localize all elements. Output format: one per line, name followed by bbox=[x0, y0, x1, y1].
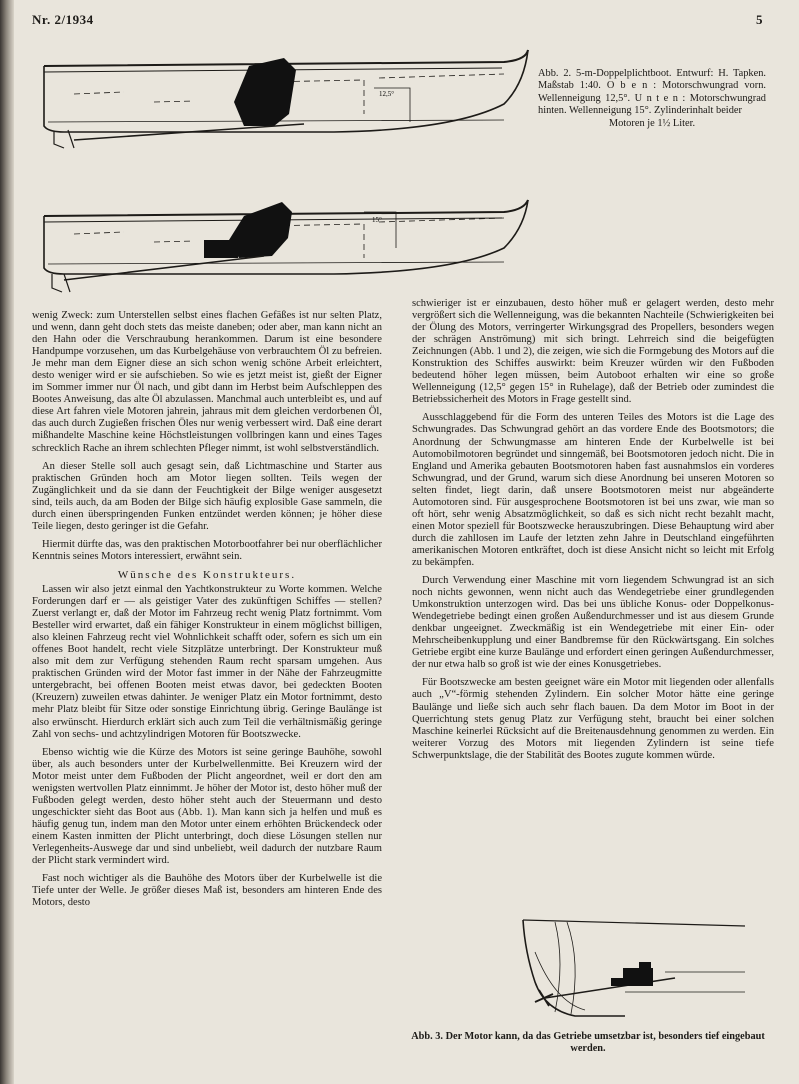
issue-number: Nr. 2/1934 bbox=[32, 12, 94, 27]
paragraph: Für Bootszwecke am besten geeignet wäre ein Motor mit liegenden oder allenfalls auch „V“-förmig stehenden Zylindern. Ein solcher Motor hätte eine geringe Baulänge und ließe sich auch sehr flach bauen. Da dem Motor im Boot in der Querrichtung stets genug Platz zur Verfügung steht, braucht bei einer solchen Maschine keinerlei Rücksicht auf die Breitenausdehnung genommen zu werden. Ein weiterer Vorzug des Motors mit liegenden Zylindern ist seine tiefe Schwerpunktslage, die der Stabilität des Bootes zugute kommen würde. bbox=[412, 677, 774, 761]
figure2-angle-top: 12,5° bbox=[379, 90, 395, 98]
text-column-left bbox=[32, 310, 382, 915]
paragraph: Hiermit dürfte das, was den praktischen Motorbootfahrer bei nur oberflächlicher Kenntnis seines Motors interessiert, erwähnt sein. bbox=[32, 538, 382, 562]
paragraph: An dieser Stelle soll auch gesagt sein, daß Lichtmaschine und Starter aus praktischen Gründen hoch am Motor liegen sollten. Teils wegen der Zugänglichkeit und da sie dann der Feuchtigkeit der Bilge weniger ausgesetzt sind, teils auch, da am Boden der Bilge sich häufig explosible Gase sammeln, die durch einen überspringenden Funken entzündet werden können; je höher diese Teile liegen, desto geringer ist die Gefahr. bbox=[32, 460, 382, 532]
figure2-top-drawing bbox=[34, 44, 534, 154]
figure2-caption-text: Abb. 2. 5-m-Doppelplichtboot. Entwurf: H. Tapken. Maßstab 1:40. O b e n : Motorschwungrad vorn. Wellenneigung 12,5°. U n t e n : Motorschwungrad hinten. Wellenneigung 15°. Zylinderinhalt beider bbox=[538, 68, 766, 117]
figure2-caption bbox=[538, 68, 766, 130]
page-number: 5 bbox=[756, 12, 763, 27]
figure2-bottom-drawing bbox=[34, 198, 534, 308]
text-column-right bbox=[412, 298, 774, 768]
paragraph: Lassen wir also jetzt einmal den Yachtkonstrukteur zu Worte kommen. Welche Forderungen darf er — als geistiger Vater des zukünftigen Schiffes — stellen? Zuerst verlangt er, daß der Motor im Fahrzeug recht wenig Platz fortnimmt. Vom Besteller wird erwartet, daß ein fähiger Konstrukteur in einem möglichst billigen, also kleinen Fahrzeug recht viel Wohnlichkeit schafft oder, sofern es sich um ein offenes Boot handelt, recht viele Sitzplätze unterbringt. Der Konstrukteur muß also mit dem zur Verfügung stehenden Raum recht sparsam umgehen. Aus praktischen Gründen wird der Motor fast immer in der Nähe der Fahrzeugmitte untergebracht, bei offenen Booten meist etwas davor, bei gedeckten Booten (Kreuzern) zuweilen etwas dahinter. Je weniger Platz ein Motor fortnimmt, desto mehr Platz bleibt für Sitze oder sonstige Einrichtung übrig. Geringe Baulänge ist also erwünscht. Hierdurch erklärt sich auch zum Teil die verhältnismäßig geringe Zahl von sechs- und achtzylindrigen Motoren für Bootszwecke. bbox=[32, 583, 382, 740]
figure3-caption: Abb. 3. Der Motor kann, da das Getriebe umsetzbar ist, besonders tief eingebaut werden. bbox=[411, 1031, 765, 1055]
paragraph: wenig Zweck: zum Unterstellen selbst eines flachen Gefäßes ist nur selten Platz, und wenn, dann geht doch stets das meiste daneben; oder aber, man kann nicht an den Hahn oder die Verschraubung herankommen. Darum ist eine besondere Handpumpe vorzusehen, um das Kurbelgehäuse von verbrauchtem Öl zu befreien. Je mehr man dem Eigner diese an sich schon wenig schöne Arbeit erleichtert, desto weniger wird er sie aufschieben. So wie es jetzt meist ist, gießt der Eigner im Sommer immer nur Öl nach, und gibt dann im Herbst beim Aufschleppen des Bootes Anweisung, das alte Öl abzulassen. Manchmal auch unterbleibt es, und auf diese Art fahren viele Motoren jahrein, jahraus mit dem gleichen verdorbenen Öl, das auch durch Zugießen frischen Öles nur wenig verbessert wird. Daß eine derart mißhandelte Maschine keine Höchstleistungen vollbringen kann und eines Tages schrecklich Rache an ihrem schlechten Pfleger nimmt, ist wohl selbstverständlich. bbox=[32, 310, 382, 454]
figure2-caption-end: Motoren je 1½ Liter. bbox=[608, 117, 696, 129]
figure3-drawing bbox=[515, 912, 755, 1031]
section-title: Wünsche des Konstrukteurs. bbox=[117, 568, 297, 581]
binding-edge bbox=[0, 0, 14, 1084]
paragraph: Ebenso wichtig wie die Kürze des Motors ist seine geringe Bauhöhe, sowohl über, als auch besonders unter der Kurbelwellenmitte. Bei Kreuzern wird der Motor meist unter dem Fußboden der Plicht angeordnet, weil er dort den am wenigsten wertvollen Platz einnimmt. Je höher der Motor ist, desto höher muß der Fußboden gelegt werden, desto höher steht auch der Steuermann und desto ungeschickter sieht das Boot aus (Abb. 1). Man kann sich ja helfen und muß es häufig genug tun, indem man den Motor unter einem erhöhten Brückendeck oder einem Kasten inmitten der Plicht unterbringt, doch diese Lösungen stellen nur Verlegenheits-Auswege dar und sind unbeliebt, weil dadurch der nutzbare Raum der Plicht stark vermindert wird. bbox=[32, 746, 382, 867]
paragraph: Ausschlaggebend für die Form des unteren Teiles des Motors ist die Lage des Schwungrades. Das Schwungrad gehört an das vordere Ende des Bootsmotors; die Anordnung der Schwungmasse am hinteren Ende der Kurbelwelle ist bei Automobilmotoren begründet und sinngemäß, bei Bootsmotoren jedoch nicht. Die in England und Amerika gebauten Bootsmotoren haben fast ausnahmslos ein vorderes Schwungrad, und der Grund, warum sich diese Anordnung bei unseren Motoren so selten findet, liegt darin, daß unsere Bootsmotoren meist nur abgeänderte Automotoren sind. Für ausgesprochene Bootsmotoren ist bei uns zwar, wie man so oft hört, sehr wenig Absatzmöglichkeit, so daß es sich nicht recht bezahlt macht, einen Motor speziell für Bootszwecke herauszubringen. Diese Behauptung wird aber durch die zahllosen im Laufe der letzten zehn Jahre in Deutschland eingeführten amerikanischen Motoren entkräftet, doch ist diese Ansicht nicht so leicht mit Erfolg zu bekämpfen. bbox=[412, 412, 774, 568]
paragraph: Durch Verwendung einer Maschine mit vorn liegendem Schwungrad ist an sich noch nichts gewonnen, wenn nicht auch das Wendegetriebe einer grundlegenden Umkonstruktion unterzogen wird. Das bei uns übliche Konus- oder Doppelkonus-Wendegetriebe bedingt einen großen Außendurchmesser und ist aus diesem Grunde denkbar ungeeignet. Zweckmäßig ist ein Wendegetriebe mit einer Ein- oder Mehrscheibenkupplung und einer Bandbremse für den Rückwärtsgang. Ein solches Getriebe ergibt eine kurze Baulänge und erfordert einen geringen Außendurchmesser, der nur etwa halb so groß ist wie der eines Konusgetriebes. bbox=[412, 575, 774, 671]
figure2-angle-bottom: 15° bbox=[372, 216, 382, 224]
paragraph: schwieriger ist er einzubauen, desto höher muß er gelagert werden, desto mehr vergrößert sich die Wellenneigung, was die bekannten Nachteile (Schwierigkeiten bei der Ölung des Motors, verringerter Wirkungsgrad des Propellers, besonders wegen der schrägen Anströmung) mit sich bringt. Lehrreich sind die beigefügten Zeichnungen (Abb. 1 und 2), die zeigen, wie sich die Formgebung des Motors auf die Konstruktion des Schiffes auswirkt: beim Kreuzer würden wir den Fußboden bedeutend höher legen müssen, beim Autoboot erhalten wir eine so große Wellenneigung (12,5° gegen 15° in Ruhelage), daß der Betrieb oder zumindest die Betriebssicherheit des Motors in Frage gestellt sind. bbox=[412, 298, 774, 406]
paragraph: Fast noch wichtiger als die Bauhöhe des Motors über der Kurbelwelle ist die Tiefe unter der Welle. Je größer dieses Maß ist, besonders am hinteren Ende des Motors, desto bbox=[32, 873, 382, 909]
